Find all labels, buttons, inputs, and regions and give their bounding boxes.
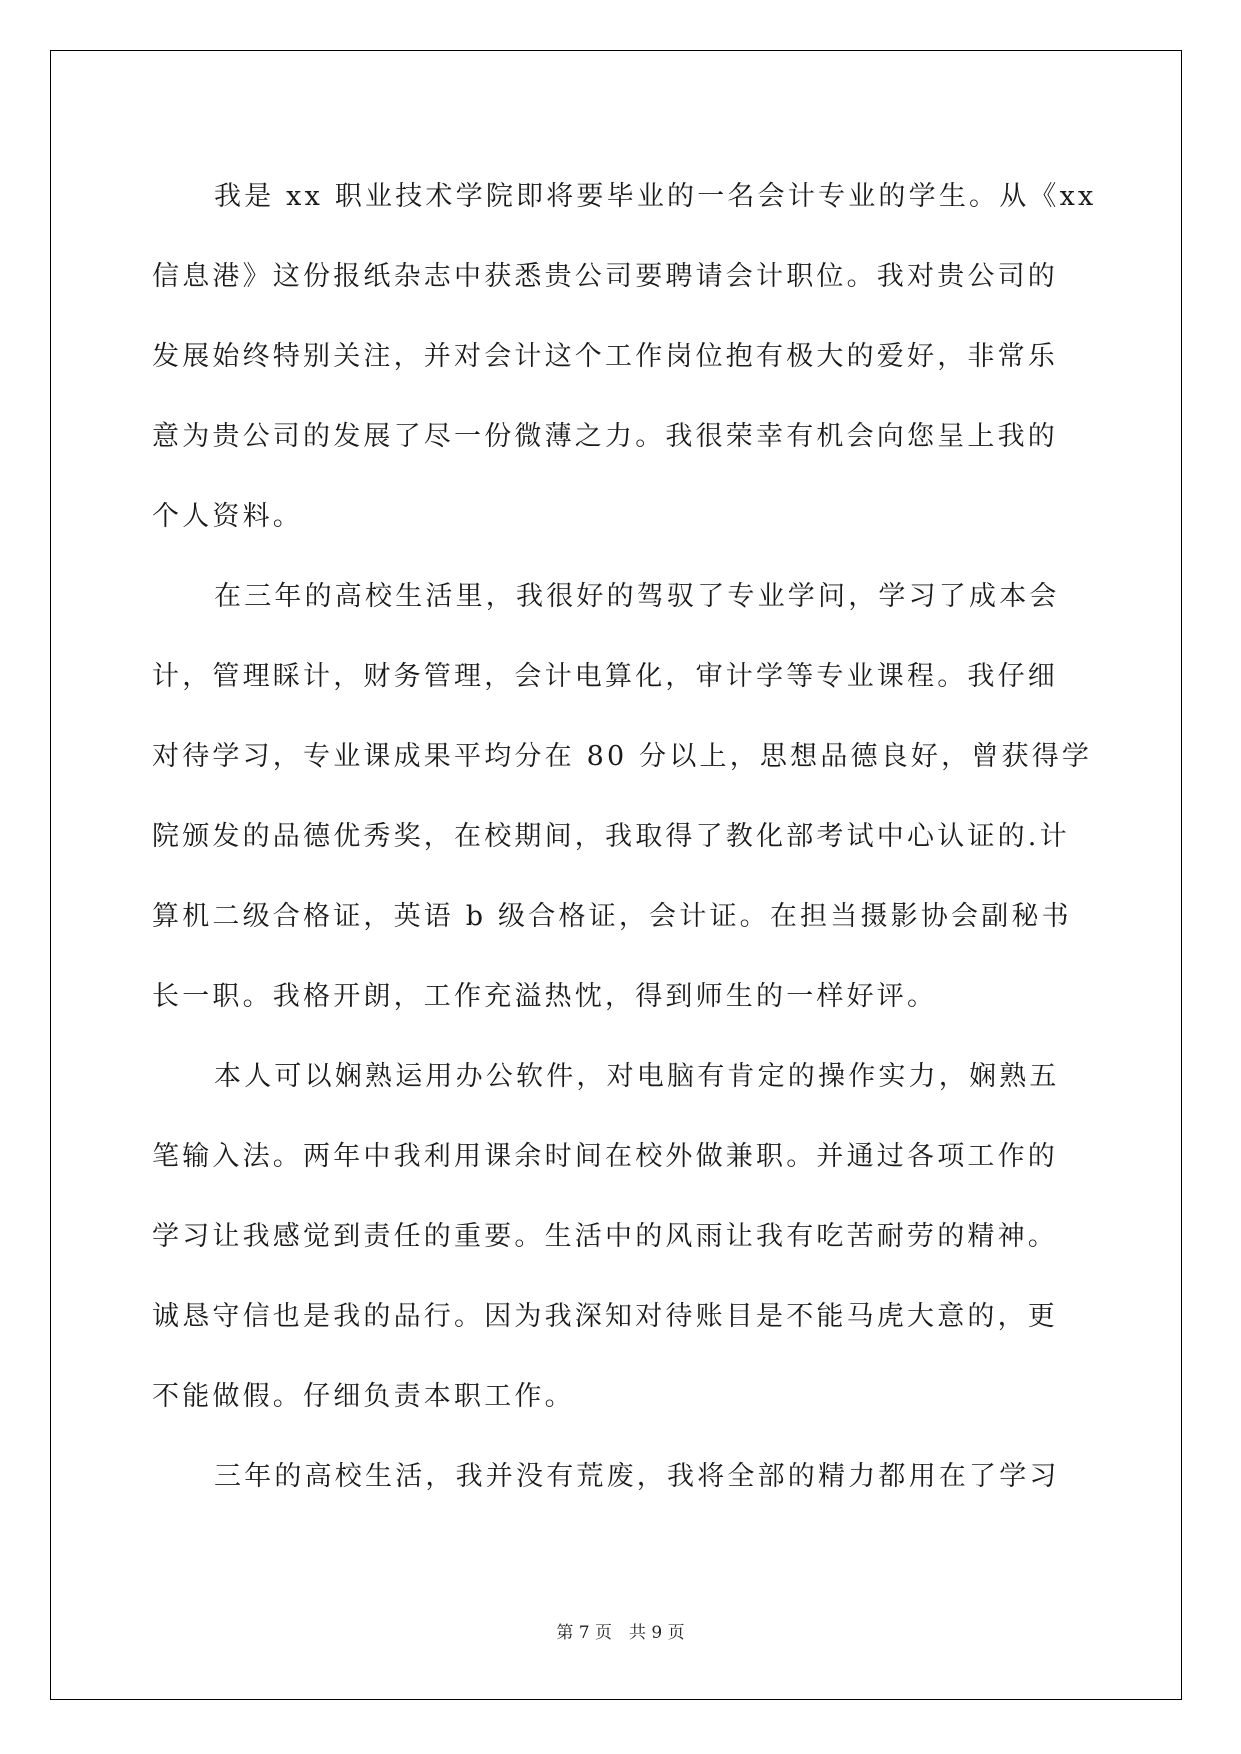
text-line: 信息港》这份报纸杂志中获悉贵公司要聘请会计职位。我对贵公司的 <box>152 261 1058 292</box>
text-line: 长一职。我格开朗，工作充溢热忱，得到师生的一样好评。 <box>152 981 938 1012</box>
text-line: 计，管理睬计，财务管理，会计电算化，审计学等专业课程。我仔细 <box>152 661 1058 692</box>
text-line: 诚恳守信也是我的品行。因为我深知对待账目是不能马虎大意的，更 <box>152 1301 1058 1332</box>
text-line: 个人资料。 <box>152 501 303 532</box>
text-line: 院颁发的品德优秀奖，在校期间，我取得了教化部考试中心认证的.计 <box>152 821 1070 852</box>
text-line: 我是 xx 职业技术学院即将要毕业的一名会计专业的学生。从《xx <box>214 181 1097 212</box>
text-line: 不能做假。仔细负责本职工作。 <box>152 1381 575 1412</box>
page-footer <box>0 1618 1241 1643</box>
text-line: 对待学习，专业课成果平均分在 80 分以上，思想品德良好，曾获得学 <box>152 741 1093 772</box>
text-line: 本人可以娴熟运用办公软件，对电脑有肯定的操作实力，娴熟五 <box>214 1061 1060 1092</box>
text-line: 算机二级合格证，英语 b 级合格证，会计证。在担当摄影协会副秘书 <box>152 901 1072 932</box>
page-number-label: 第 7 页 共 9 页 <box>556 1623 685 1643</box>
document-body <box>152 157 1097 1517</box>
text-line: 学习让我感觉到责任的重要。生活中的风雨让我有吃苦耐劳的精神。 <box>152 1221 1058 1252</box>
text-line: 发展始终特别关注，并对会计这个工作岗位抱有极大的爱好，非常乐 <box>152 341 1058 372</box>
text-line: 在三年的高校生活里，我很好的驾驭了专业学问，学习了成本会 <box>214 581 1060 612</box>
text-line: 意为贵公司的发展了尽一份微薄之力。我很荣幸有机会向您呈上我的 <box>152 421 1058 452</box>
text-line: 三年的高校生活，我并没有荒废，我将全部的精力都用在了学习 <box>214 1461 1060 1492</box>
text-line: 笔输入法。两年中我利用课余时间在校外做兼职。并通过各项工作的 <box>152 1141 1058 1172</box>
